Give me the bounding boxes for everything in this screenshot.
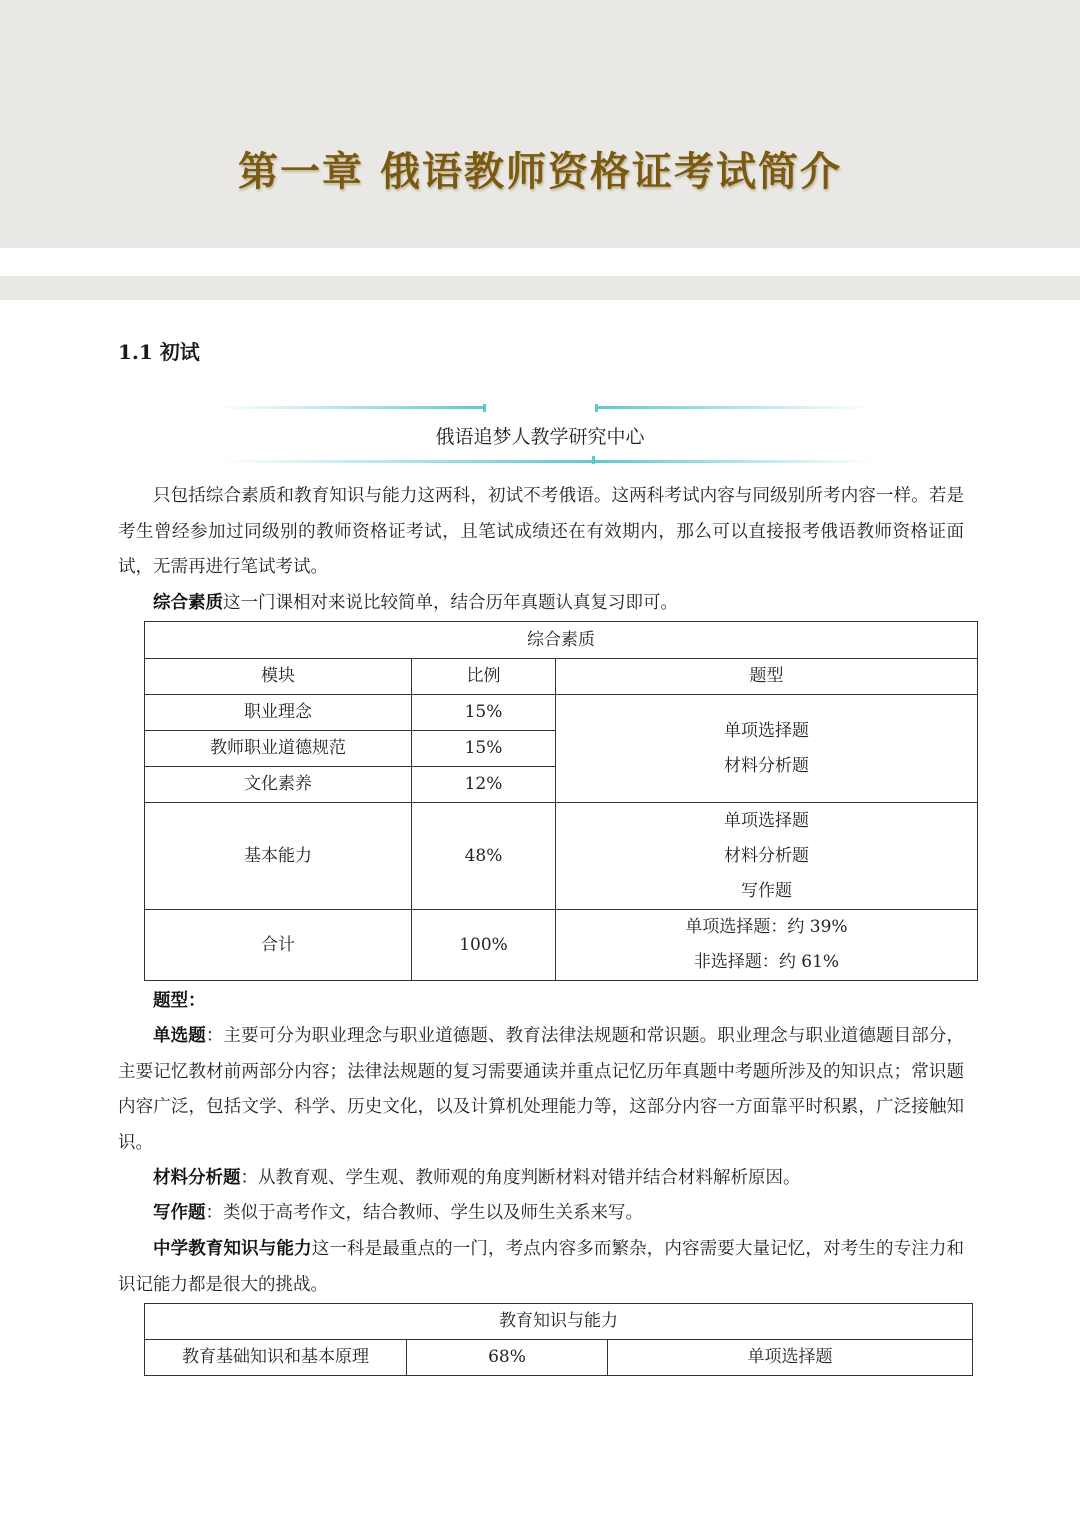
banner-line: [595, 460, 875, 463]
table-title: 教育知识与能力: [145, 1304, 973, 1340]
type-cell: [556, 695, 978, 803]
jiaoyu-intro-text: 这一科是最重点的一门，考点内容多而繁杂，内容需要大量记忆，对考生的专注力和识记能力都是很大的挑战。: [118, 1239, 965, 1295]
table-row: [145, 695, 978, 731]
module-cell: 合计: [145, 910, 412, 981]
writing-text: ：类似于高考作文，结合教师、学生以及师生关系来写。: [205, 1203, 643, 1223]
ratio-cell: 48%: [412, 803, 556, 910]
zonghe-intro-bold: 综合素质: [153, 593, 223, 613]
writing-bold: 写作题: [153, 1203, 206, 1223]
table-header: 模块: [145, 659, 412, 695]
banner-line: [595, 404, 598, 412]
material-bold: 材料分析题: [153, 1168, 241, 1188]
banner-line: [595, 406, 875, 409]
banner-line: [215, 460, 595, 463]
zonghe-intro-text: 这一门课相对来说比较简单，结合历年真题认真复习即可。: [223, 593, 678, 613]
material-text: ：从教育观、学生观、教师观的角度判断材料对错并结合材料解析原因。: [240, 1168, 801, 1188]
table-row: [145, 910, 978, 981]
banner-line: [483, 404, 486, 412]
writing-paragraph: [118, 1196, 964, 1232]
banner-line: [215, 406, 485, 409]
chapter-header-band: [0, 0, 1080, 248]
module-cell: 职业理念: [145, 695, 412, 731]
type-item: 材料分析题: [724, 845, 809, 866]
header-divider-stripe: [0, 276, 1080, 300]
type-item: 非选择题：约 61%: [693, 952, 840, 972]
type-cell: [556, 910, 978, 981]
table-row: [145, 1340, 973, 1376]
chapter-title: 第一章 俄语教师资格证考试简介: [238, 149, 842, 195]
material-paragraph: [118, 1161, 964, 1197]
single-choice-text: ：主要可分为职业理念与职业道德题、教育法律法规题和常识题。职业理念与职业道德题目部分，主要记忆教材前两部分内容；法律法规题的复习需要通读并重点记忆历年真题中考题所涉及的知识点；常识题内容广泛，包括文学、科学、历史文化，以及计算机处理能力等，这部分内容一方面靠平时积累，广泛接触知识。: [118, 1026, 965, 1153]
module-cell: 文化素养: [145, 767, 412, 803]
question-types-heading: [118, 984, 964, 1020]
section-heading: 1.1 初试: [118, 340, 200, 364]
type-item: 材料分析题: [724, 755, 809, 776]
ratio-cell: 12%: [412, 767, 556, 803]
table-row: [145, 803, 978, 910]
ratio-cell: 100%: [412, 910, 556, 981]
type-cell: [556, 803, 978, 910]
module-cell: 基本能力: [145, 803, 412, 910]
jiaoyu-intro: [118, 1232, 964, 1303]
jiaoyu-table: [144, 1303, 973, 1376]
banner-title: 俄语追梦人教学研究中心: [435, 426, 645, 448]
type-item: 单项选择题：约 39%: [685, 917, 848, 937]
type-item: 写作题: [741, 880, 792, 901]
module-cell: 教师职业道德规范: [145, 731, 412, 767]
type-cell: 单项选择题: [608, 1340, 973, 1376]
type-item: 单项选择题: [724, 720, 809, 741]
zonghe-intro: [118, 586, 964, 622]
module-cell: 教育基础知识和基本原理: [145, 1340, 407, 1376]
ratio-cell: 15%: [412, 695, 556, 731]
table-title: 综合素质: [145, 622, 978, 659]
ratio-cell: 15%: [412, 731, 556, 767]
zonghe-table: [144, 621, 978, 981]
intro-paragraph: 只包括综合素质和教育知识与能力这两科，初试不考俄语。这两科考试内容与同级别所考内容一样。若是考生曾经参加过同级别的教师资格证考试，且笔试成绩还在有效期内，那么可以直接报考俄语教师资格证面试，无需再进行笔试考试。: [118, 486, 964, 577]
table-header: 比例: [412, 659, 556, 695]
jiaoyu-intro-bold: 中学教育知识与能力: [153, 1239, 312, 1259]
table-header: 题型: [556, 659, 978, 695]
question-types-heading-text: 题型：: [153, 991, 206, 1011]
single-choice-paragraph: [118, 1019, 964, 1161]
type-item: 单项选择题: [724, 810, 809, 831]
ratio-cell: 68%: [407, 1340, 608, 1376]
single-choice-bold: 单选题: [153, 1026, 206, 1046]
